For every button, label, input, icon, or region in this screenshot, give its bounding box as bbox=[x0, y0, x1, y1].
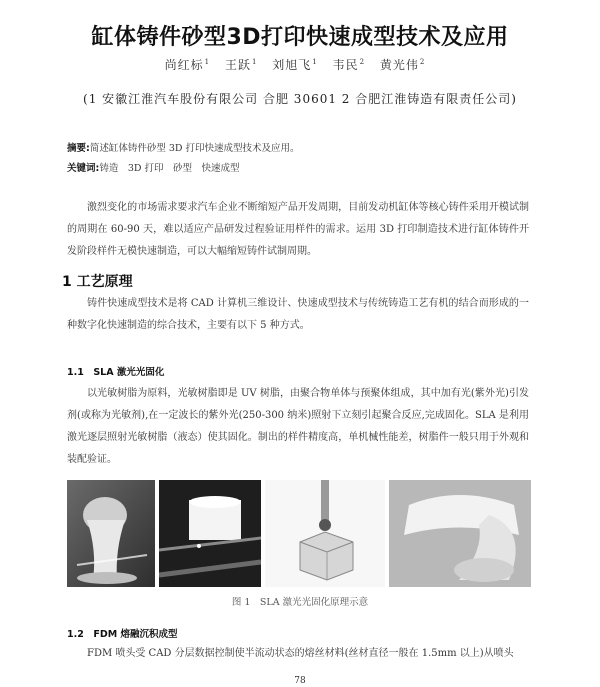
author-affiliation-mark: 2 bbox=[359, 58, 366, 66]
figure-caption: 图 1 SLA 激光光固化原理示意 bbox=[231, 597, 369, 608]
abstract-label: 摘要: bbox=[67, 143, 90, 154]
subsection-heading: 1.1 SLA 激光光固化 bbox=[67, 367, 165, 378]
author-name: 韦民 bbox=[332, 58, 359, 72]
abstract bbox=[67, 140, 300, 154]
author-affiliation-mark: 1 bbox=[312, 58, 318, 66]
author-name: 黄光伟 bbox=[379, 58, 419, 72]
resin-cube-photo bbox=[265, 480, 385, 587]
keywords-label: 关键词: bbox=[67, 163, 100, 174]
abstract-text: 简述缸体铸件砂型 3D 打印快速成型技术及应用。 bbox=[89, 143, 300, 154]
laser-scan-photo bbox=[159, 480, 261, 587]
author-affiliation-mark: 2 bbox=[419, 58, 426, 66]
printed-part-photo bbox=[389, 480, 531, 587]
section-heading: 1 工艺原理 bbox=[62, 274, 133, 290]
subsection-heading: 1.2 FDM 熔融沉积成型 bbox=[67, 629, 178, 640]
affiliation: (1 安徽江淮汽车股份有限公司 合肥 30601 2 合肥江淮铸造有限责任公司) bbox=[83, 92, 517, 106]
author-name: 尚红标 bbox=[164, 58, 204, 72]
paper-title: 缸体铸件砂型3D打印快速成型技术及应用 bbox=[91, 25, 509, 50]
author-name: 王跃 bbox=[224, 58, 251, 72]
resin-vat-photo bbox=[67, 480, 155, 587]
keywords bbox=[67, 160, 240, 174]
intro-paragraph: 激烈变化的市场需求要求汽车企业不断缩短产品开发周期，目前发动机缸体等核心铸件采用开模试制的周期在 60-90 天，难以适应产品研发过程验证用样件的需求。运用 3D 打印制造技术进行缸体铸件开发阶段样件无模快速制造，可以大幅缩短铸件试制周期。 bbox=[67, 202, 529, 257]
author-affiliation-mark: 1 bbox=[251, 58, 258, 66]
keywords-text: 铸造 3D 打印 砂型 快速成型 bbox=[99, 163, 240, 174]
author-name: 刘旭飞 bbox=[272, 58, 312, 72]
author-list bbox=[0, 56, 600, 73]
section-paragraph: 铸件快速成型技术是将 CAD 计算机三维设计、快速成型技术与传统铸造工艺有机的结合而形成的一种数字化快速制造的综合技术，主要有以下 5 种方式。 bbox=[67, 298, 529, 331]
page-number: 78 bbox=[294, 676, 306, 686]
section-paragraph: FDM 喷头受 CAD 分层数据控制使半流动状态的熔丝材料(丝材直径一般在 1.5mm 以上)从喷头 bbox=[87, 648, 514, 659]
figure-1-photos bbox=[67, 480, 531, 587]
author-affiliation-mark: 1 bbox=[204, 58, 211, 66]
section-paragraph: 以光敏树脂为原料，光敏树脂即是 UV 树脂，由聚合物单体与预聚体组成，其中加有光(紫外光)引发剂(或称为光敏剂),在一定波长的紫外光(250-300 纳米)照射下立刻引起聚合反应,完成固化。SLA 是利用激光逐层照射光敏树脂（液态）使其固化。制出的样件精度高，单机械性能差，树脂件一般只用于外观和装配验证。 bbox=[67, 388, 529, 465]
